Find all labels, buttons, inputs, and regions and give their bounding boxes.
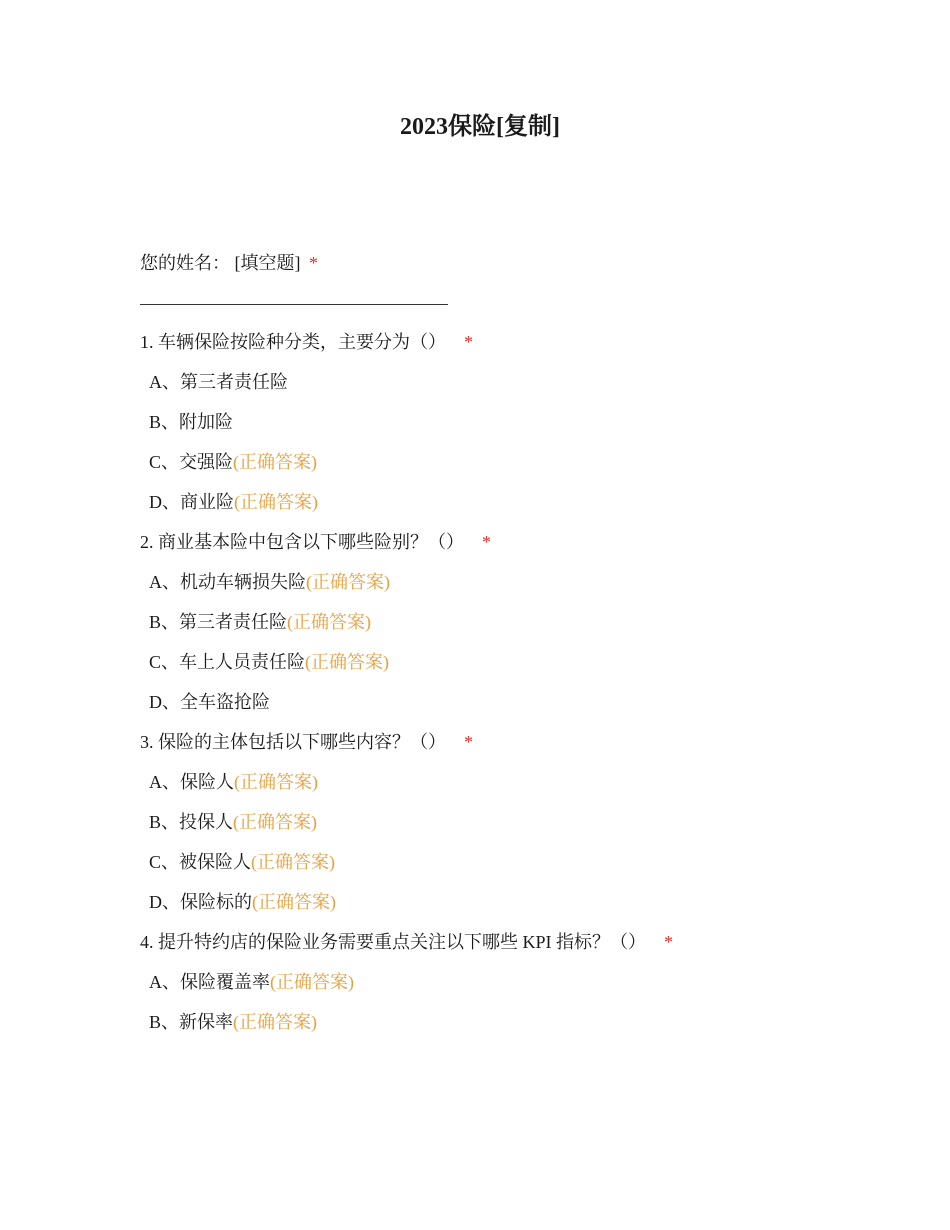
name-answer-line[interactable] bbox=[140, 304, 448, 305]
option-text: B、投保人 bbox=[149, 812, 234, 832]
option-list bbox=[140, 967, 840, 1037]
option-list bbox=[140, 567, 840, 717]
question-4 bbox=[140, 927, 840, 1037]
option-b[interactable] bbox=[140, 407, 840, 437]
correct-answer-tag: (正确答案) bbox=[270, 972, 354, 992]
option-d[interactable] bbox=[140, 487, 840, 517]
option-list bbox=[140, 367, 840, 517]
correct-answer-tag: (正确答案) bbox=[305, 652, 390, 672]
correct-answer-tag: (正确答案) bbox=[234, 772, 318, 792]
name-question-label: 您的姓名： bbox=[140, 253, 230, 273]
name-question bbox=[140, 248, 840, 278]
option-b[interactable] bbox=[140, 607, 840, 637]
question-1 bbox=[140, 327, 840, 517]
correct-answer-tag: (正确答案) bbox=[306, 572, 390, 592]
required-star: * bbox=[464, 732, 473, 752]
option-text: A、机动车辆损失险 bbox=[149, 572, 306, 592]
option-d[interactable] bbox=[140, 687, 840, 717]
option-list bbox=[140, 767, 840, 917]
option-a[interactable] bbox=[140, 567, 840, 597]
required-star: * bbox=[482, 532, 491, 552]
question-title-text: 1. 车辆保险按险种分类，主要分为（） bbox=[140, 332, 446, 352]
option-text: D、全车盗抢险 bbox=[149, 692, 270, 712]
option-a[interactable] bbox=[140, 967, 840, 997]
option-c[interactable] bbox=[140, 647, 840, 677]
required-star: * bbox=[309, 253, 318, 273]
name-question-type-tag: [填空题] bbox=[234, 253, 301, 273]
option-text: A、第三者责任险 bbox=[149, 372, 288, 392]
question-3 bbox=[140, 727, 840, 917]
question-title-text: 2. 商业基本险中包含以下哪些险别？（） bbox=[140, 532, 464, 552]
option-c[interactable] bbox=[140, 847, 840, 877]
question-title bbox=[140, 727, 840, 757]
correct-answer-tag: (正确答案) bbox=[234, 492, 318, 512]
option-text: A、保险人 bbox=[149, 772, 234, 792]
option-a[interactable] bbox=[140, 767, 840, 797]
correct-answer-tag: (正确答案) bbox=[251, 852, 336, 872]
correct-answer-tag: (正确答案) bbox=[252, 892, 336, 912]
question-title-text: 4. 提升特约店的保险业务需要重点关注以下哪些 KPI 指标？（） bbox=[140, 932, 647, 952]
option-d[interactable] bbox=[140, 887, 840, 917]
required-star: * bbox=[664, 932, 674, 952]
correct-answer-tag: (正确答案) bbox=[233, 812, 318, 832]
option-text: A、保险覆盖率 bbox=[149, 972, 270, 992]
option-a[interactable] bbox=[140, 367, 840, 397]
option-c[interactable] bbox=[140, 447, 840, 477]
option-text: C、车上人员责任险 bbox=[149, 652, 306, 672]
correct-answer-tag: (正确答案) bbox=[233, 452, 318, 472]
option-text: C、被保险人 bbox=[149, 852, 252, 872]
option-text: C、交强险 bbox=[149, 452, 234, 472]
survey-title: 2023保险[复制] bbox=[400, 114, 560, 140]
option-text: B、第三者责任险 bbox=[149, 612, 288, 632]
question-title bbox=[140, 327, 840, 357]
question-title bbox=[140, 527, 840, 557]
option-b[interactable] bbox=[140, 807, 840, 837]
option-text: D、商业险 bbox=[149, 492, 234, 512]
question-title bbox=[140, 927, 840, 957]
option-b[interactable] bbox=[140, 1007, 840, 1037]
question-2 bbox=[140, 527, 840, 717]
question-title-text: 3. 保险的主体包括以下哪些内容？（） bbox=[140, 732, 446, 752]
option-text: B、附加险 bbox=[149, 412, 234, 432]
correct-answer-tag: (正确答案) bbox=[233, 1012, 318, 1032]
survey-content bbox=[140, 248, 840, 1047]
correct-answer-tag: (正确答案) bbox=[287, 612, 372, 632]
required-star: * bbox=[464, 332, 473, 352]
option-text: D、保险标的 bbox=[149, 892, 252, 912]
option-text: B、新保率 bbox=[149, 1012, 234, 1032]
